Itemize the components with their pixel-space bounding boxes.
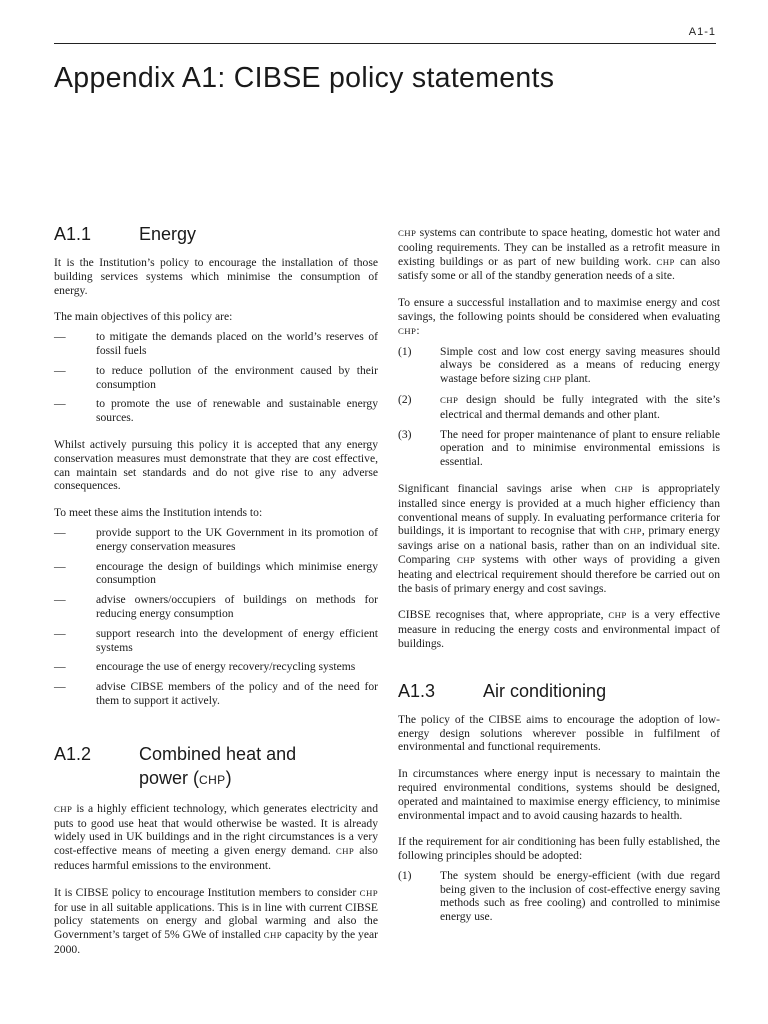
dash-marker: — (54, 593, 66, 607)
list-item (54, 660, 378, 674)
list-item-text: The system should be energy-efficient (with due regard being given to the inclusion of cost-effective energy saving methods such as free cooling) and controlled to minimise energy use. (440, 868, 720, 924)
text-run: It is CIBSE policy to encourage Institution members to consider (54, 885, 360, 899)
abbr-chp: CHP (608, 610, 627, 621)
list-item (398, 345, 720, 387)
text-run: plant. (561, 372, 591, 386)
objectives-list (54, 330, 378, 425)
dash-marker: — (54, 680, 66, 694)
left-column (54, 222, 378, 970)
abbr-chp: CHP (456, 554, 476, 565)
abbr-chp: CHP (398, 325, 417, 336)
section-number: A1.3 (398, 680, 436, 701)
dash-marker: — (54, 397, 66, 411)
section-number: A1.2 (54, 743, 92, 764)
abbr-chp: CHP (623, 526, 642, 537)
list-item-text: to promote the use of renewable and sustainable energy sources. (96, 397, 378, 425)
paragraph (398, 482, 720, 595)
abbr-chp: CHP (199, 772, 226, 787)
paragraph: To meet these aims the Institution intends to: (54, 506, 263, 520)
list-item (398, 393, 720, 422)
list-item-text: The need for proper maintenance of plant to ensure reliable operation and to minimise environmental emissions is essential. (440, 427, 720, 469)
air-points-list (398, 869, 720, 924)
abbr-chp: CHP (440, 394, 459, 405)
list-item-text: to reduce pollution of the environment caused by their consumption (96, 363, 378, 391)
page-number: A1-1 (688, 26, 716, 38)
list-item (54, 397, 378, 425)
paragraph (54, 802, 378, 873)
text-run: is a very effective measure in reducing the energy costs and environmental impact of buildings. (398, 608, 720, 650)
paragraph: It is the Institution’s policy to encourage the installation of those building services systems which minimise the consumption of energy. (54, 256, 378, 297)
dash-marker: — (54, 559, 66, 573)
paragraph: The policy of the CIBSE aims to encourage the adoption of low-energy design solutions wherever possible in fulfilment of environmental and functional requirements. (398, 712, 720, 754)
abbr-chp: CHP (335, 846, 355, 857)
text-run: , primary energy savings arise on a national basis, rather than on an individual site. Comparing (398, 524, 721, 566)
paragraph: If the requirement for air conditioning has been fully established, the following principles should be adopted: (398, 835, 720, 863)
list-item-text: advise owners/occupiers of buildings on methods for reducing energy consumption (96, 593, 378, 620)
text-run: is a highly efficient technology, which generates electricity and puts to good use heat that would otherwise be wasted. It is already widely used in UK buildings and in the right circumstances is a very cost-effective means of meeting a given energy demand. (54, 801, 378, 858)
list-item-text: encourage the use of energy recovery/recycling systems (96, 660, 356, 674)
list-item-text: support research into the development of energy efficient systems (96, 626, 378, 654)
text-run: for use in all suitable applications. This is in line with current CIBSE policy statements on energy and global warming and also the Government’s target of 5% GWe of installed (54, 900, 378, 942)
text-run: is appropriately installed since energy is provided at a much higher efficiency than conventional means of supply. In evaluating performance criteria for buildings, it is important to recognise that with (398, 481, 721, 538)
number-marker: (1) (398, 344, 412, 358)
paragraph: In circumstances where energy input is necessary to maintain the required environmental conditions, systems should be designed, operated and maintained to maximise energy efficiency, to minimise environmental impact and to avoid causing hazards to health. (398, 767, 720, 822)
right-column (398, 226, 720, 937)
abbr-chp: CHP (54, 803, 73, 814)
text-run: systems with other ways of providing a given heating and electrical requirement should therefore be carried out on the basis of primary energy and cost savings. (398, 552, 720, 595)
text-run: To ensure a successful installation and to maximise energy and cost savings, the following points should be considered when evaluating (398, 296, 720, 323)
text-run: also reduces harmful emissions to the environment. (54, 844, 378, 872)
text-run: can also satisfy some or all of the standby generation needs of a site. (398, 254, 721, 283)
abbr-chp: CHP (359, 887, 378, 898)
section-title (139, 742, 296, 792)
section-number: A1.1 (54, 224, 92, 244)
section-title-line: ) (225, 767, 232, 788)
list-item (54, 593, 378, 621)
paragraph: Whilst actively pursuing this policy it is accepted that any energy conservation measures must demonstrate that they are cost effective, can maintain set standards and do not give rise to any adverse consequences. (54, 437, 378, 493)
abbr-chp: CHP (543, 374, 562, 385)
dash-marker: — (54, 626, 66, 640)
section-title-line: Combined heat and (139, 743, 297, 764)
number-marker: (1) (398, 868, 412, 882)
paragraph (54, 886, 378, 957)
aims-list (54, 526, 378, 708)
text-run: : (416, 323, 420, 337)
list-item-text: advise CIBSE members of the policy and of the need for them to support it actively. (96, 680, 378, 707)
list-item (54, 560, 378, 588)
text-run: capacity by the year 2000. (54, 928, 378, 956)
dash-marker: — (54, 525, 66, 539)
list-item (54, 526, 378, 554)
list-item (54, 330, 378, 358)
section-title: Energy (139, 224, 197, 244)
list-item-text (440, 345, 720, 387)
list-item (54, 627, 378, 655)
abbr-chp: CHP (263, 930, 283, 941)
abbr-chp: CHP (398, 228, 417, 238)
list-item-text (440, 393, 720, 422)
text-run: systems can contribute to space heating, domestic hot water and cooling requirements. They can be installed as a retrofit measure in existing buildings or as part of new building work. (398, 226, 720, 268)
list-item (54, 364, 378, 392)
list-item (54, 680, 378, 708)
section-heading-energy (54, 222, 378, 246)
paragraph (398, 608, 720, 650)
page-title: Appendix A1: CIBSE policy statements (54, 62, 555, 94)
paragraph: The main objectives of this policy are: (54, 310, 233, 324)
header-rule (54, 43, 716, 44)
section-heading-air (398, 679, 720, 703)
abbr-chp: CHP (614, 483, 634, 494)
section-title: Air conditioning (483, 680, 607, 701)
list-item (398, 869, 720, 924)
abbr-chp: CHP (656, 256, 675, 267)
text-run: Significant financial savings arise when (398, 481, 615, 495)
list-item-text: provide support to the UK Government in its promotion of energy conservation measures (96, 525, 378, 553)
text-run: CIBSE recognises that, where appropriate, (398, 608, 609, 622)
dash-marker: — (54, 363, 66, 377)
chp-points-list (398, 345, 720, 469)
list-item (398, 428, 720, 469)
list-item-text: encourage the design of buildings which minimise energy consumption (96, 559, 378, 587)
number-marker: (3) (398, 427, 412, 441)
paragraph (398, 296, 720, 338)
dash-marker: — (54, 330, 66, 344)
number-marker: (2) (398, 392, 412, 406)
paragraph (398, 226, 720, 283)
text-run: design should be fully integrated with the site’s electrical and thermal demands and other plant. (440, 392, 720, 421)
list-item-text: to mitigate the demands placed on the world’s reserves of fossil fuels (96, 330, 378, 357)
dash-marker: — (54, 660, 66, 674)
section-heading-chp (54, 742, 378, 792)
text-run: Simple cost and low cost energy saving measures should always be considered as a means of reducing energy wastage before sizing (440, 344, 720, 386)
section-title-line: power ( (139, 767, 200, 788)
